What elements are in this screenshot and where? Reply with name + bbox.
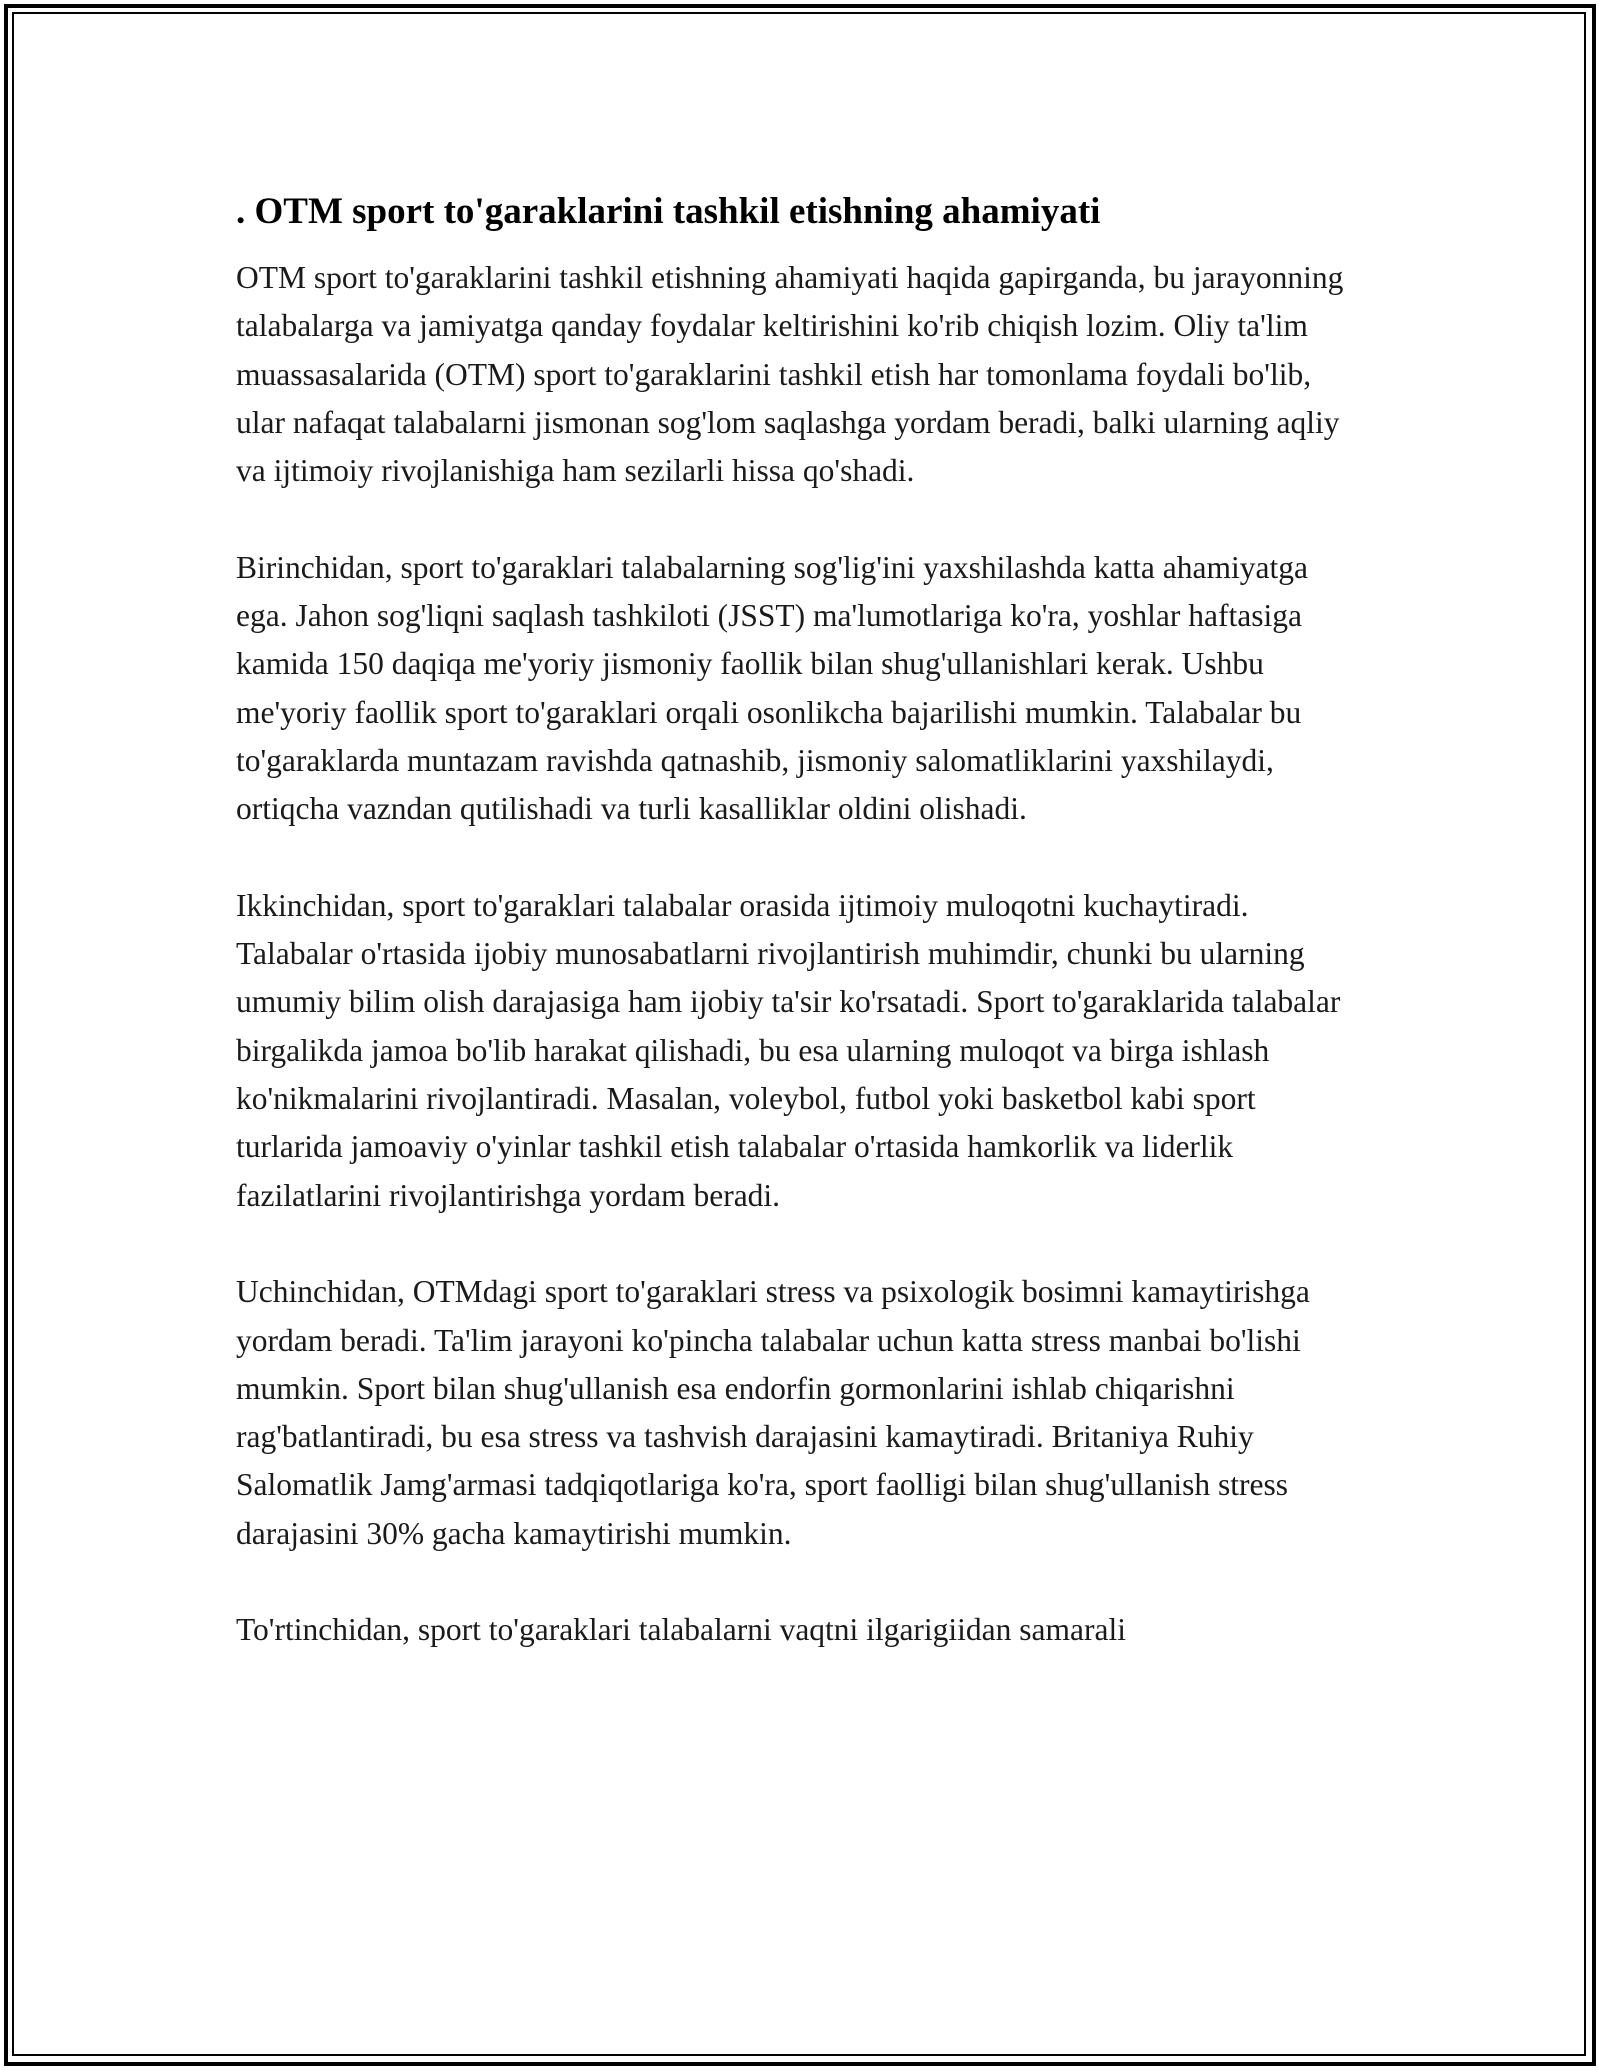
paragraph-third: Uchinchidan, OTMdagi sport to'garaklari stress va psixologik bosimni kamaytirishga yordam beradi. Ta'lim jarayoni ko'pincha talabalar uchun katta stress manbai bo'lishi mumkin. Sport bilan shug'ullanish esa endorfin gormonlarini ishlab chiqarishni rag'batlantiradi, bu esa stress va tashvish darajasini kamaytiradi. Britaniya Ruhiy Salomatlik Jamg'armasi tadqiqotlariga ko'ra, sport faolligi bilan shug'ullanish stress darajasini 30% gacha kamaytirishi mumkin.: [236, 1274, 1310, 1551]
document-body: [236, 188, 1366, 1703]
paragraph-second: Ikkinchidan, sport to'garaklari talabalar orasida ijtimoiy muloqotni kuchaytiradi. Talabalar o'rtasida ijobiy munosabatlarni rivojlantirish muhimdir, chunki bu ularning umumiy bilim olish darajasiga ham ijobiy ta'sir ko'rsatadi. Sport to'garaklarida talabalar birgalikda jamoa bo'lib harakat qilishadi, bu esa ularning muloqot va birga ishlash ko'nikmalarini rivojlantiradi. Masalan, voleybol, futbol yoki basketbol kabi sport turlarida jamoaviy o'yinlar tashkil etish talabalar o'rtasida hamkorlik va liderlik fazilatlarini rivojlantirishga yordam beradi.: [236, 887, 1341, 1213]
paragraph-intro: OTM sport to'garaklarini tashkil etishning ahamiyati haqida gapirganda, bu jarayonning talabalarga va jamiyatga qanday foydalar keltirishini ko'rib chiqish lozim. Oliy ta'lim muassasalarida (OTM) sport to'garaklarini tashkil etish har tomonlama foydali bo'lib, ular nafaqat talabalarni jismonan sog'lom saqlashga yordam beradi, balki ularning aqliy va ijtimoiy rivojlanishiga ham sezilarli hissa qo'shadi.: [236, 260, 1344, 489]
section-heading: . OTM sport to'garaklarini tashkil etishning ahamiyati: [236, 191, 1101, 232]
paragraph-fourth: To'rtinchidan, sport to'garaklari talabalarni vaqtni ilgarigiidan samarali: [236, 1612, 1126, 1648]
paragraph-first: Birinchidan, sport to'garaklari talabalarning sog'lig'ini yaxshilashda katta ahamiyatga ega. Jahon sog'liqni saqlash tashkiloti (JSST) ma'lumotlariga ko'ra, yoshlar haftasiga kamida 150 daqiqa me'yoriy jismoniy faollik bilan shug'ullanishlari kerak. Ushbu me'yoriy faollik sport to'garaklari orqali osonlikcha bajarilishi mumkin. Talabalar bu to'garaklarda muntazam ravishda qatnashib, jismoniy salomatliklarini yaxshilaydi, ortiqcha vazndan qutilishadi va turli kasalliklar oldini olishadi.: [236, 549, 1308, 827]
